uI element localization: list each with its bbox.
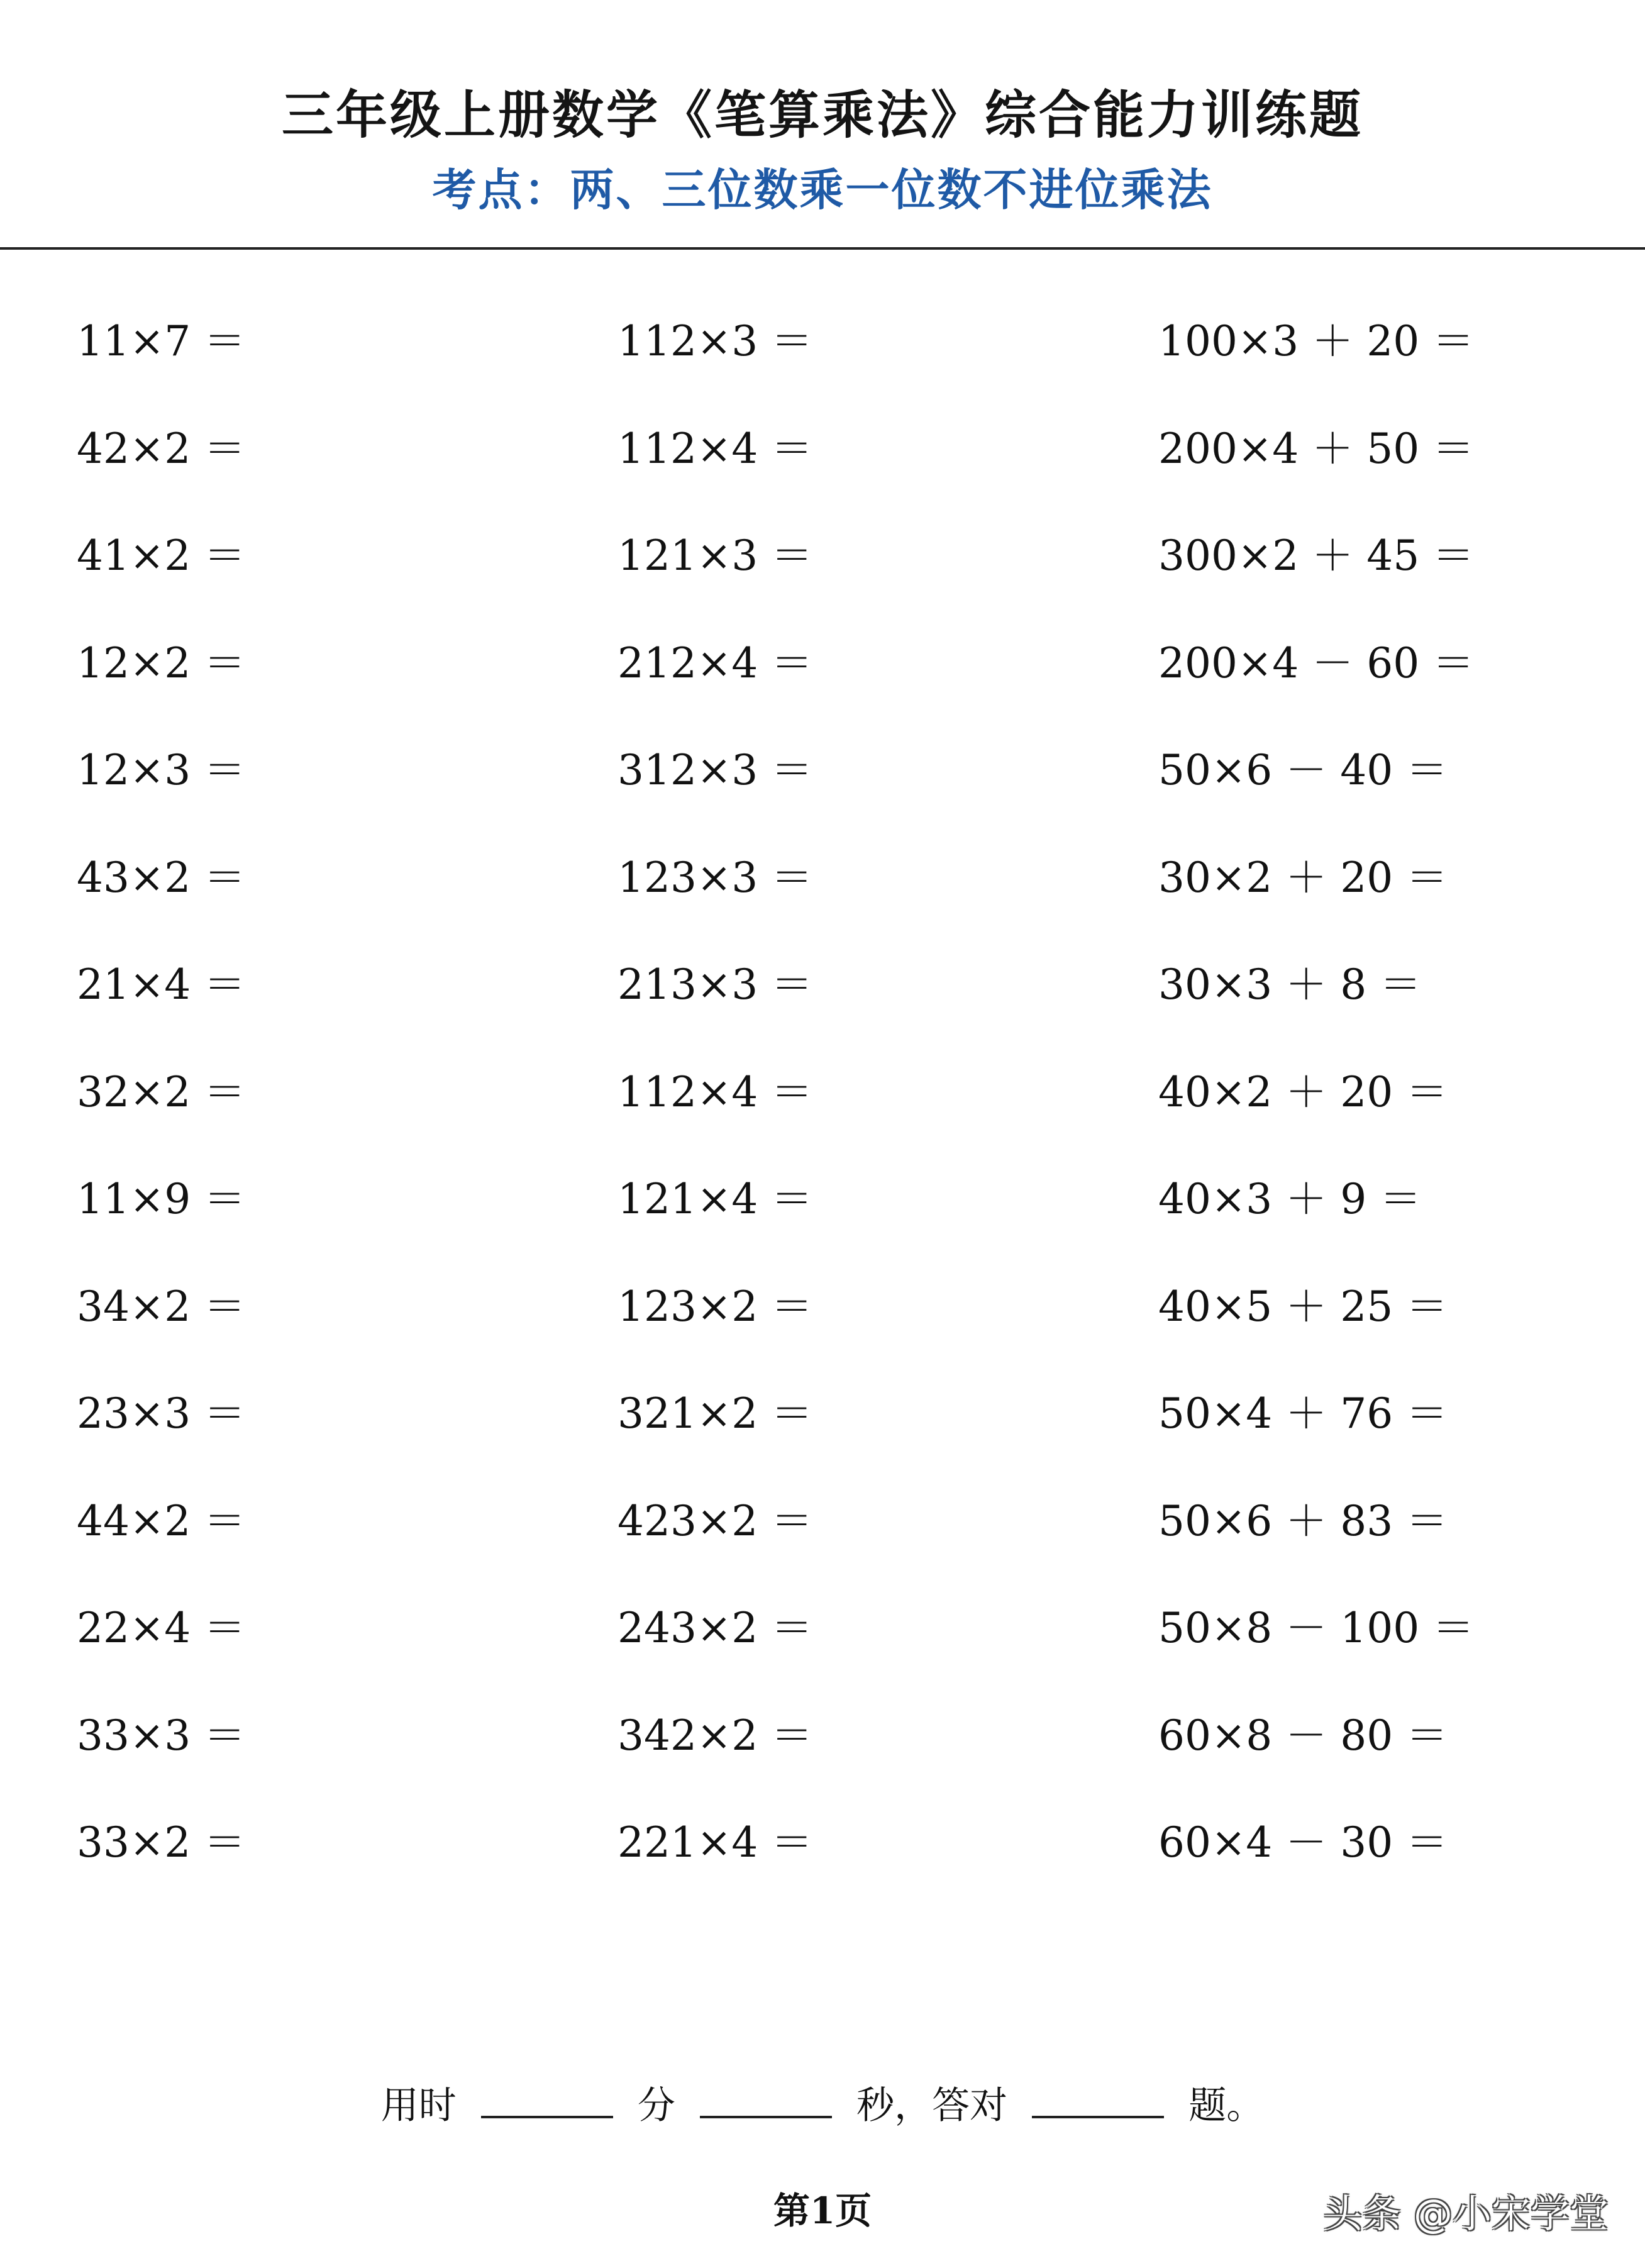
problem-item: 212×4 ＝ <box>618 638 813 687</box>
problem-item: 40×2 ＋ 20 ＝ <box>1158 1067 1448 1116</box>
problem-item: 21×4 ＝ <box>77 960 246 1009</box>
problem-item: 121×4 ＝ <box>618 1175 813 1223</box>
problem-item: 41×2 ＝ <box>77 531 246 580</box>
time-label: 用时 <box>380 2084 457 2128</box>
problem-item: 50×8 － 100 ＝ <box>1158 1604 1475 1652</box>
problem-item: 112×3 ＝ <box>618 317 813 365</box>
problem-item: 123×2 ＝ <box>618 1282 813 1331</box>
page-title: 三年级上册数学《笔算乘法》综合能力训练题 <box>281 86 1363 145</box>
problem-item: 300×2 ＋ 45 ＝ <box>1158 531 1475 580</box>
problem-row <box>0 745 1645 853</box>
problem-item: 321×2 ＝ <box>618 1389 813 1438</box>
problem-item: 22×4 ＝ <box>77 1604 246 1652</box>
problem-item: 33×3 ＝ <box>77 1711 246 1760</box>
problem-item: 123×3 ＝ <box>618 853 813 902</box>
page-number: 第1页 <box>773 2189 872 2232</box>
problem-item: 112×4 ＝ <box>618 1067 813 1116</box>
problem-item: 423×2 ＝ <box>618 1496 813 1545</box>
problem-row <box>0 960 1645 1067</box>
problem-item: 50×4 ＋ 76 ＝ <box>1158 1389 1448 1438</box>
problem-item: 42×2 ＝ <box>77 424 246 473</box>
problem-item: 12×2 ＝ <box>77 638 246 687</box>
problem-item: 200×4 － 60 ＝ <box>1158 638 1475 687</box>
correct-count-blank[interactable] <box>1032 2110 1164 2118</box>
problem-item: 60×8 － 80 ＝ <box>1158 1711 1448 1760</box>
seconds-label: 秒，答对 <box>856 2084 1008 2128</box>
problem-item: 221×4 ＝ <box>618 1818 813 1867</box>
problem-item: 44×2 ＝ <box>77 1496 246 1545</box>
minutes-blank[interactable] <box>481 2110 613 2118</box>
problem-item: 112×4 ＝ <box>618 424 813 473</box>
problem-item: 100×3 ＋ 20 ＝ <box>1158 317 1475 365</box>
problem-item: 40×3 ＋ 9 ＝ <box>1158 1175 1422 1223</box>
problem-item: 11×9 ＝ <box>77 1175 246 1223</box>
problem-row <box>0 531 1645 638</box>
problem-item: 121×3 ＝ <box>618 531 813 580</box>
problem-row <box>0 1818 1645 1925</box>
problem-item: 34×2 ＝ <box>77 1282 246 1331</box>
problem-item: 33×2 ＝ <box>77 1818 246 1867</box>
problem-grid <box>0 316 1645 1925</box>
problem-row <box>0 316 1645 424</box>
problem-row <box>0 1603 1645 1711</box>
problem-item: 200×4 ＋ 50 ＝ <box>1158 424 1475 473</box>
problem-row <box>0 1711 1645 1818</box>
problem-item: 23×3 ＝ <box>77 1389 246 1438</box>
problem-item: 312×3 ＝ <box>618 746 813 794</box>
questions-label: 题。 <box>1188 2084 1265 2128</box>
problem-item: 40×5 ＋ 25 ＝ <box>1158 1282 1448 1331</box>
problem-row <box>0 1174 1645 1282</box>
problem-row <box>0 853 1645 960</box>
problem-item: 213×3 ＝ <box>618 960 813 1009</box>
problem-item: 243×2 ＝ <box>618 1604 813 1652</box>
problem-item: 50×6 ＋ 83 ＝ <box>1158 1496 1448 1545</box>
seconds-blank[interactable] <box>700 2110 832 2118</box>
problem-row <box>0 1067 1645 1175</box>
minutes-label: 分 <box>637 2084 675 2128</box>
page-subtitle: 考点：两、三位数乘一位数不进位乘法 <box>432 164 1213 216</box>
problem-row <box>0 638 1645 746</box>
problem-row <box>0 1282 1645 1389</box>
answer-summary-line <box>0 2076 1645 2130</box>
problem-item: 30×2 ＋ 20 ＝ <box>1158 853 1448 902</box>
problem-item: 32×2 ＝ <box>77 1067 246 1116</box>
problem-item: 50×6 － 40 ＝ <box>1158 746 1448 794</box>
header-divider <box>0 247 1645 250</box>
problem-row <box>0 424 1645 531</box>
problem-item: 60×4 － 30 ＝ <box>1158 1818 1448 1867</box>
problem-row <box>0 1496 1645 1604</box>
problem-item: 43×2 ＝ <box>77 853 246 902</box>
problem-item: 30×3 ＋ 8 ＝ <box>1158 960 1422 1009</box>
watermark-text: 头条 @小宋学堂 <box>1323 2191 1609 2237</box>
problem-item: 342×2 ＝ <box>618 1711 813 1760</box>
problem-item: 11×7 ＝ <box>77 317 246 365</box>
problem-item: 12×3 ＝ <box>77 746 246 794</box>
problem-row <box>0 1389 1645 1496</box>
